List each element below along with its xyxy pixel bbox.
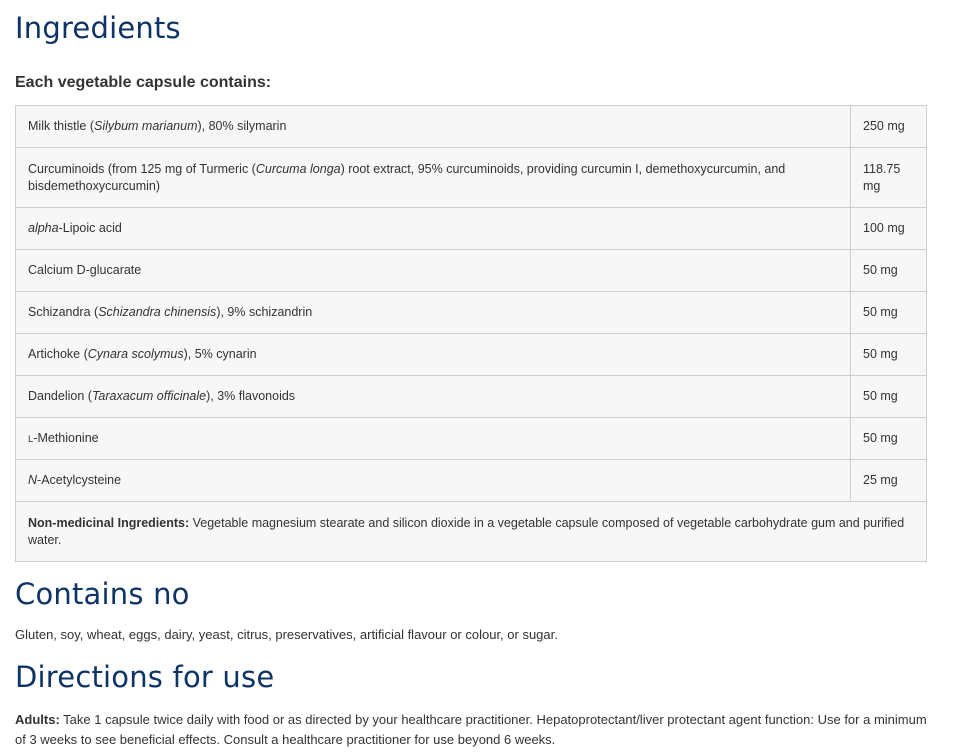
contains-no-text: Gluten, soy, wheat, eggs, dairy, yeast, citrus, preservatives, artificial flavour or colour, or sugar. <box>15 627 558 642</box>
ingredient-name: alpha-Lipoic acid <box>16 208 851 250</box>
ingredient-amount: 50 mg <box>851 250 927 292</box>
ingredient-amount: 50 mg <box>851 292 927 334</box>
table-row <box>16 292 927 334</box>
table-row <box>16 334 927 376</box>
ingredient-amount: 25 mg <box>851 460 927 502</box>
table-row <box>16 418 927 460</box>
ingredient-name: Calcium D-glucarate <box>16 250 851 292</box>
ingredient-amount: 50 mg <box>851 418 927 460</box>
ingredients-subtitle: Each vegetable capsule contains: <box>15 74 272 91</box>
table-row <box>16 376 927 418</box>
ingredient-amount: 50 mg <box>851 334 927 376</box>
ingredient-name: N-Acetylcysteine <box>16 460 851 502</box>
ingredient-name: L-Methionine <box>16 418 851 460</box>
non-medicinal-ingredients: Non-medicinal Ingredients: Vegetable magnesium stearate and silicon dioxide in a vegetable capsule composed of vegetable carbohydrate gum and purified water. <box>16 502 927 562</box>
ingredient-amount: 50 mg <box>851 376 927 418</box>
contains-no-heading: Contains no <box>15 577 190 611</box>
table-row <box>16 148 927 208</box>
ingredient-name: Milk thistle (Silybum marianum), 80% silymarin <box>16 106 851 148</box>
non-medicinal-row <box>16 502 927 562</box>
table-row <box>16 250 927 292</box>
ingredient-name: Artichoke (Cynara scolymus), 5% cynarin <box>16 334 851 376</box>
ingredient-amount: 100 mg <box>851 208 927 250</box>
ingredient-name: Schizandra (Schizandra chinensis), 9% schizandrin <box>16 292 851 334</box>
ingredient-amount: 250 mg <box>851 106 927 148</box>
ingredient-name: Dandelion (Taraxacum officinale), 3% flavonoids <box>16 376 851 418</box>
ingredient-name: Curcuminoids (from 125 mg of Turmeric (Curcuma longa) root extract, 95% curcuminoids, providing curcumin I, demethoxycurcumin, and bisdemethoxycurcumin) <box>16 148 851 208</box>
ingredient-amount: 118.75 mg <box>851 148 927 208</box>
table-row <box>16 106 927 148</box>
table-row <box>16 460 927 502</box>
ingredients-heading: Ingredients <box>15 11 181 45</box>
directions-heading: Directions for use <box>15 660 275 694</box>
ingredients-table <box>15 105 927 562</box>
directions-text: Adults: Take 1 capsule twice daily with food or as directed by your healthcare practitioner. Hepatoprotectant/liver protectant agent function: Use for a minimum of 3 weeks to see beneficial effects. Consult a healthcare practitioner for use beyond 6 weeks. <box>15 712 927 747</box>
table-row <box>16 208 927 250</box>
